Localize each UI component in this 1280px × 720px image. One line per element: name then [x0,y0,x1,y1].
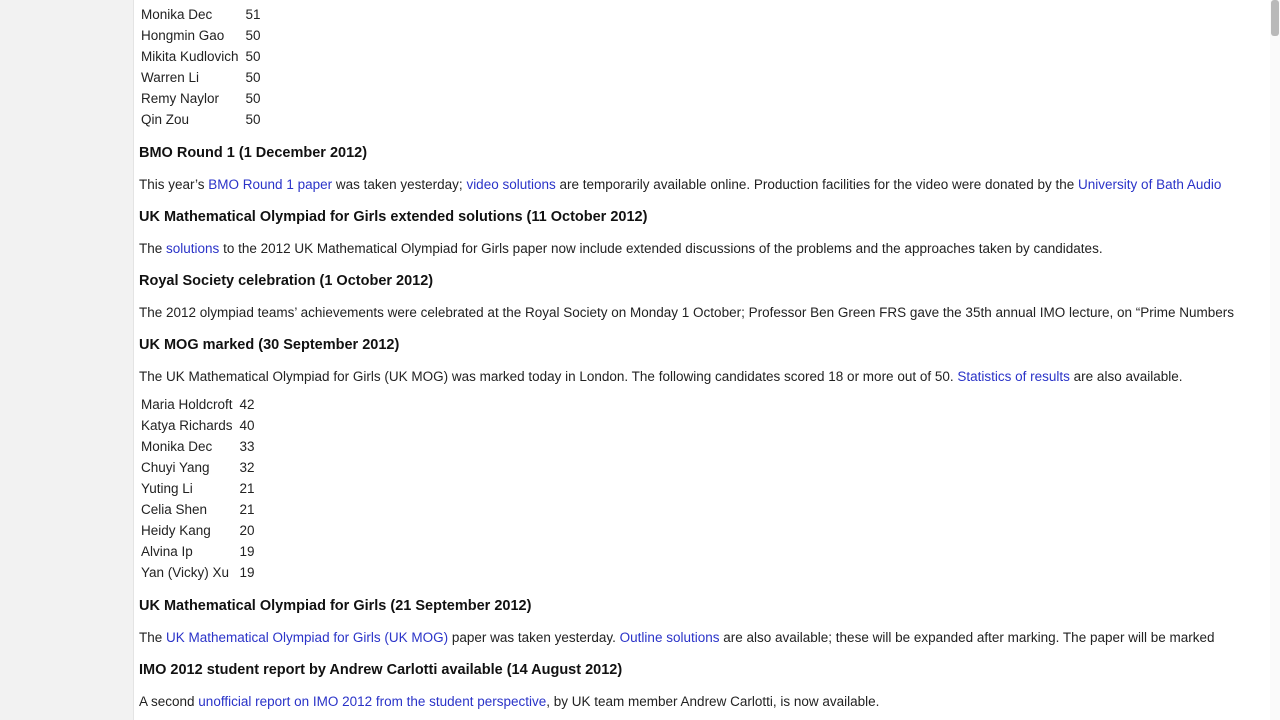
ukmog-scores-table [141,394,255,584]
table-row [141,436,255,457]
candidate-score: 50 [245,112,261,128]
candidate-name: Monika Dec [141,7,213,22]
text-span: are also available; these will be expanded after marking. The paper will be marked [719,630,1215,646]
table-row [141,499,255,520]
news-text [139,169,1280,201]
text-span: The [139,630,167,646]
video-solutions-link[interactable]: video solutions [466,176,556,192]
candidate-name: Katya Richards [141,417,233,433]
news-heading: IMO 2012 student report by Andrew Carlotti available (14 August 2012) [139,662,623,679]
candidate-name: Maria Holdcroft [141,396,233,412]
candidate-score: 21 [239,502,255,518]
news-item-bmo-round1 [139,137,1280,201]
table-row [141,394,255,415]
news-content [139,0,1280,720]
candidate-name: Yan (Vicky) Xu [141,565,230,581]
candidate-score: 20 [239,523,255,539]
round1-scores-table [141,4,261,131]
left-margin [0,0,134,720]
table-row [141,478,255,499]
news-text [139,361,1280,393]
news-item-ukmog-extended [139,201,1280,265]
outline-solutions-link[interactable]: Outline solutions [619,630,720,646]
candidate-name: Warren Li [141,70,200,86]
university-of-bath-link[interactable]: University of Bath Audio [1078,176,1222,192]
imo-student-report-link[interactable]: unofficial report on IMO 2012 from the student perspective [198,694,547,710]
candidate-score: 21 [239,480,255,496]
table-row [141,25,261,46]
candidate-score: 51 [245,7,261,22]
ukmog-scores-body [141,394,255,584]
table-row [141,46,261,67]
candidate-name: Chuyi Yang [141,459,210,475]
news-heading: BMO Round 1 (1 December 2012) [139,144,368,161]
news-text: The 2012 olympiad teams’ achievements were celebrated at the Royal Society on Monday 1 October; Professor Ben Green FRS gave the 35th annual IMO lecture, on “Prime Numbers [139,304,1235,320]
news-heading: UK Mathematical Olympiad for Girls (21 September 2012) [139,598,532,615]
candidate-name: Remy Naylor [141,91,220,107]
candidate-score: 19 [239,565,255,581]
candidate-name: Celia Shen [141,502,208,518]
candidate-score: 50 [245,91,261,107]
table-row [141,4,261,25]
news-item-imo-report [139,654,1280,718]
news-item-royal-society [139,265,1280,329]
candidate-name: Qin Zou [141,112,190,128]
table-row [141,415,255,436]
table-row [141,109,261,130]
text-span: to the 2012 UK Mathematical Olympiad for Girls paper now include extended discussions of the problems and the approaches taken by candidates. [219,240,1103,256]
news-heading: Royal Society celebration (1 October 2012) [139,272,434,289]
text-span: , by UK team member Andrew Carlotti, is now available. [546,694,880,710]
text-span: The UK Mathematical Olympiad for Girls (UK MOG) was marked today in London. The following candidates scored 18 or more out of 50. [139,368,958,384]
text-span: This year’s [139,176,209,192]
table-row [141,562,255,583]
candidate-name: Monika Dec [141,438,213,454]
candidate-name: Hongmin Gao [141,28,225,44]
text-span: The [139,240,167,256]
round1-scores-body [141,4,261,131]
statistics-of-results-link[interactable]: Statistics of results [957,368,1070,384]
table-row [141,457,255,478]
candidate-name: Yuting Li [141,480,193,496]
candidate-score: 42 [239,396,255,412]
candidate-name: Alvina Ip [141,544,193,560]
news-text [139,233,1280,265]
table-row [141,520,255,541]
solutions-link[interactable]: solutions [166,240,220,256]
text-span: paper was taken yesterday. [448,630,620,646]
news-item-ukmog [139,590,1280,654]
news-heading: UK Mathematical Olympiad for Girls extended solutions (11 October 2012) [139,208,648,225]
vertical-scrollbar[interactable] [1270,0,1280,720]
candidate-name: Mikita Kudlovich [141,49,239,65]
table-row [141,541,255,562]
text-span: was taken yesterday; [332,176,467,192]
text-span: are temporarily available online. Production facilities for the video were donated by the [555,176,1079,192]
candidate-score: 19 [239,544,255,560]
news-text [139,622,1280,654]
candidate-score: 40 [239,417,255,433]
candidate-score: 32 [239,459,255,475]
news-text [139,686,1280,718]
news-item-ukmog-marked [139,329,1280,393]
candidate-score: 50 [245,70,261,86]
ukmog-paper-link[interactable]: UK Mathematical Olympiad for Girls (UK MOG) [166,630,449,646]
table-row [141,88,261,109]
text-span: A second [139,694,199,710]
candidate-score: 33 [239,438,255,454]
text-span: are also available. [1069,368,1183,384]
candidate-score: 50 [245,28,261,44]
news-heading: UK MOG marked (30 September 2012) [139,336,400,353]
table-row [141,67,261,88]
bmo-round1-paper-link[interactable]: BMO Round 1 paper [208,176,333,192]
scrollbar-thumb[interactable] [1271,0,1279,36]
candidate-score: 50 [245,49,261,65]
candidate-name: Heidy Kang [141,523,211,539]
